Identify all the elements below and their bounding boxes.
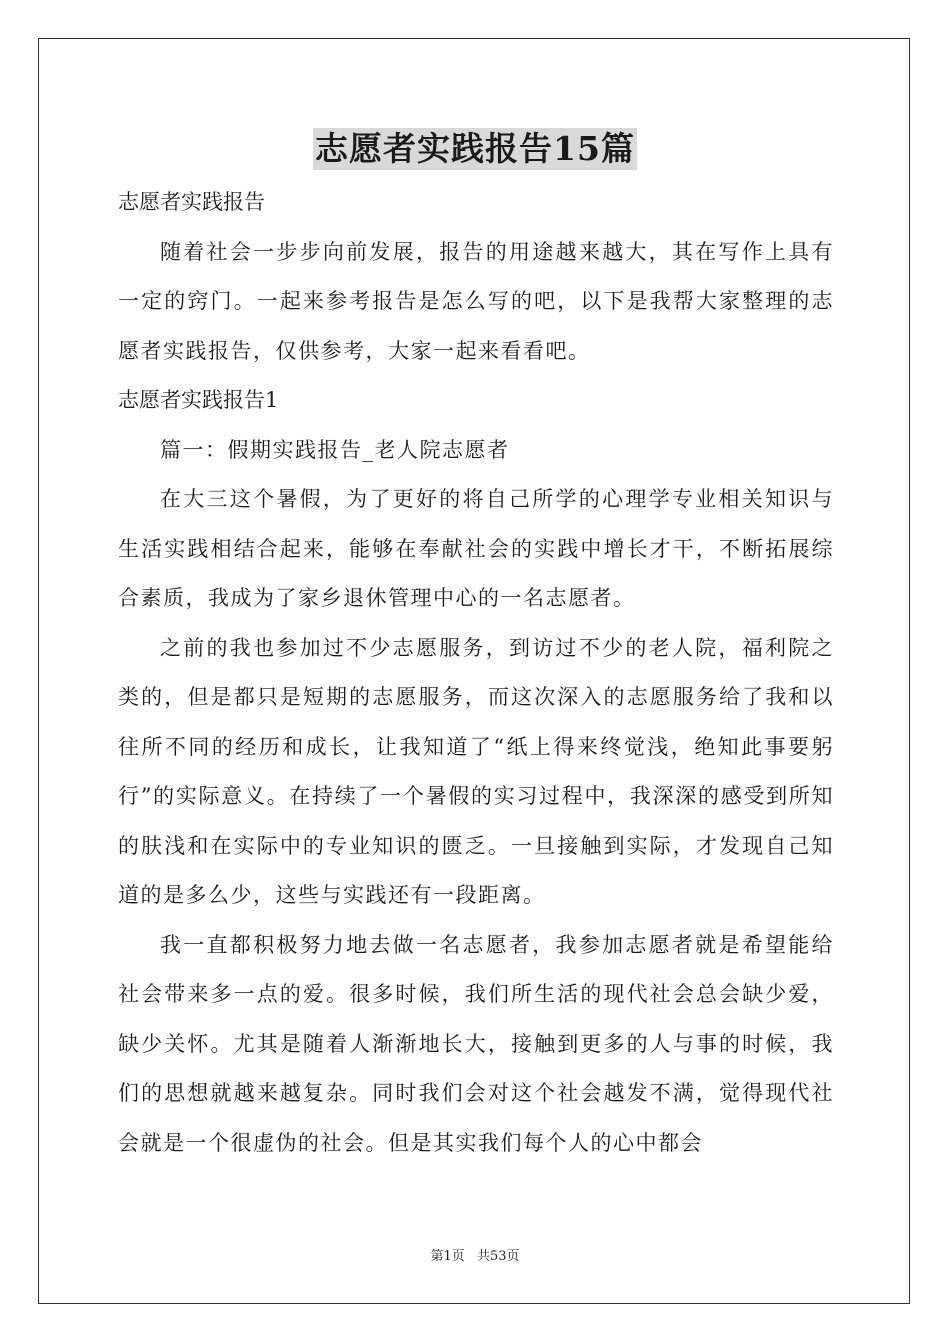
document-body — [118, 178, 834, 1168]
page-footer — [0, 1248, 950, 1266]
intro-paragraph: 随着社会一步步向前发展，报告的用途越来越大，其在写作上具有一定的窍门。一起来参考报告是怎么写的吧，以下是我帮大家整理的志愿者实践报告，仅供参考，大家一起来看看吧。 — [118, 239, 834, 363]
body-paragraph-1: 在大三这个暑假，为了更好的将自己所学的心理学专业相关知识与生活实践相结合起来，能够在奉献社会的实践中增长才干，不断拓展综合素质，我成为了家乡退休管理中心的一名志愿者。 — [118, 487, 834, 610]
body-paragraph-3: 我一直都积极努力地去做一名志愿者，我参加志愿者就是希望能给社会带来多一点的爱。很多时候，我们所生活的现代社会总会缺少爱，缺少关怀。尤其是随着人渐渐地长大，接触到更多的人与事的时候，我们的思想就越来越复杂。同时我们会对这个社会越发不满，觉得现代社会就是一个很虚伪的社会。但是其实我们每个人的心中都会 — [118, 932, 834, 1155]
body-paragraph-2: 之前的我也参加过不少志愿服务，到访过不少的老人院，福利院之类的，但是都只是短期的志愿服务，而这次深入的志愿服务给了我和以往所不同的经历和成长，让我知道了“纸上得来终觉浅，绝知此事要躬行”的实际意义。在持续了一个暑假的实习过程中，我深深的感受到所知的肤浅和在实际中的专业知识的匮乏。一旦接触到实际，才发现自己知道的是多么少，这些与实践还有一段距离。 — [118, 635, 834, 907]
document-title: 志愿者实践报告15篇 — [315, 129, 635, 168]
section-heading: 志愿者实践报告1 — [118, 388, 279, 412]
subsection-heading: 篇一：假期实践报告_老人院志愿者 — [160, 437, 510, 462]
title-container — [0, 128, 950, 170]
page-number: 第1页 — [430, 1249, 465, 1264]
intro-heading: 志愿者实践报告 — [118, 190, 265, 214]
page-total: 共53页 — [476, 1249, 520, 1264]
